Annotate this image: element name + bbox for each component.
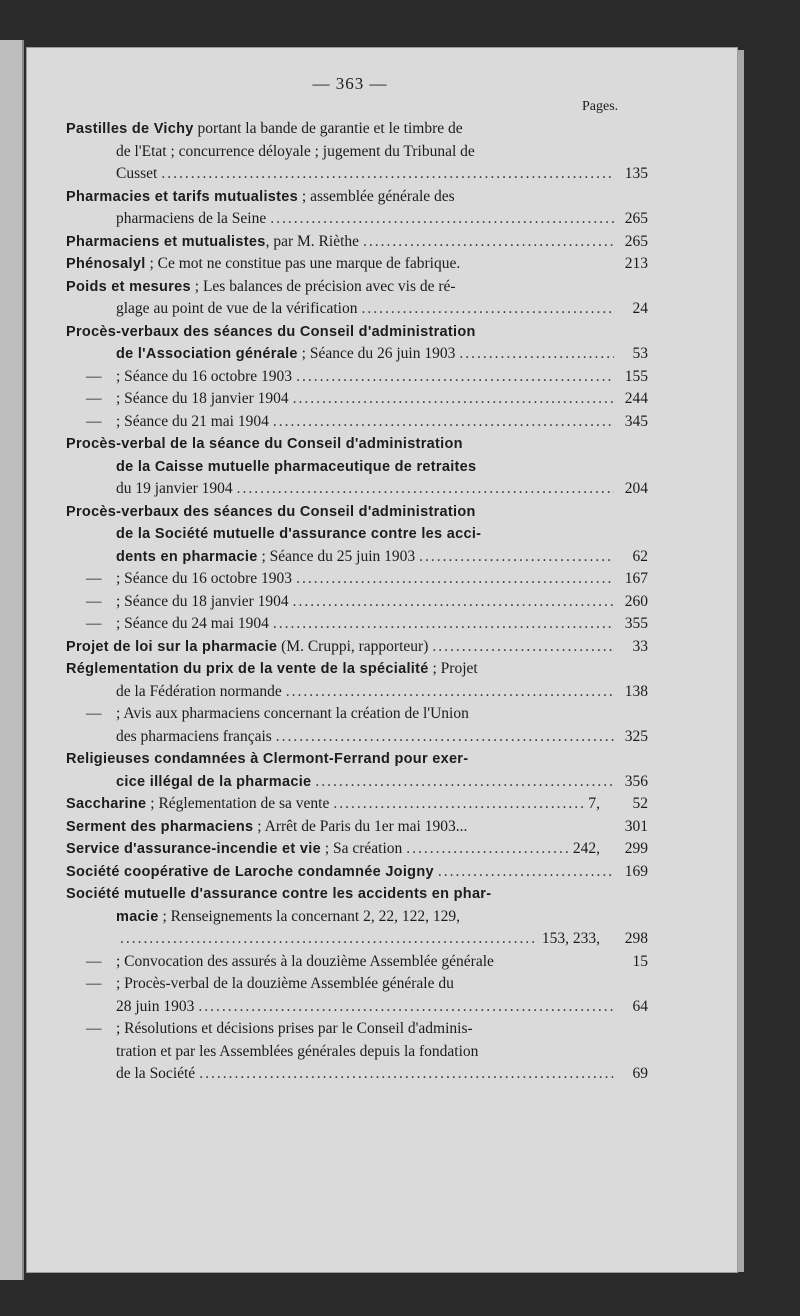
page-ref: 213 [624,255,648,272]
index-entry: Procès-verbaux des séances du Conseil d'administration [66,503,476,520]
sub-entry: — ; Résolutions et décisions prises par le Conseil d'adminis- [86,1020,473,1037]
page-ref: 62 [632,547,648,565]
page-ref: 265 [624,210,648,227]
page-ref: 53 [632,345,648,362]
index-entry: Religieuses condamnées à Clermont-Ferrand pour exer- [66,751,469,767]
index-entry: Pastilles de Vichy portant la bande de garantie et le timbre de [66,120,463,137]
index-entry: Poids et mesures ; Les balances de précision avec vis de ré- [66,277,456,295]
page-number: — 363 — [312,74,388,93]
page-ref: 138 [624,682,648,700]
page-ref: 155 [624,367,648,385]
page-ref: 299 [624,840,648,857]
page-ref: 24 [632,300,648,317]
index-entry: Procès-verbaux des séances du Conseil d'administration [66,323,476,340]
page-ref: 355 [624,615,648,632]
index-entry: Projet de loi sur la pharmacie (M. Cruppi, rapporteur) ..... 33 [58,636,648,659]
page-ref: 356 [624,772,648,790]
sub-entry: — ; Séance du 16 octobre 1903 ..... 167 [58,568,648,591]
index-entries: Pastilles de Vichy portant la bande de garantie et le timbre de de l'Etat ; concurrence déloyale ; jugement du Tribunal de Cusset ..... 135 Pharmacies et tarifs mutualistes ; assemblée générale des pharmaciens de la Seine ..... 265 Pharmaciens et mutualistes, par M. Rièthe ..... 265 Phénosalyl ; Ce mot ne constitue pas une marque de fabrique. 213 Poids et mesures ; Les balances de précision avec vis de ré- glage au point de vue de la vérification ..... 24 Procès-verbaux des séances du Conseil d'administration de l'Association générale ; Séance du 26 juin 1903 ..... 53 — ; Séance du 16 octobre 1903 ..... 155 — ; Séance du 18 janvier 1904 ..... 244 — ; Séance du 21 mai 1904 ..... 345 Procès-verbal de la séance du Conseil d'administration de la Caisse mutuelle pharmaceutique de retraites du 19 janvier 1904 ..... 204 Procès-verbaux des séances du Conseil d'administration de la Société mutuelle d'assurance contre les acci- dents en pharmacie ; Séance du 25 juin 1903 ..... 62 — ; Séance du 16 octobre 1903 ..... 167 — ; Séance du 18 janvier 1904 ..... 260 — ; Séance du 24 mai 1904 ..... 355 Projet de loi sur la pharmacie (M. Cruppi, rapporteur) ..... 33 Réglementation du prix de la vente de la spécialité ; Projet de la Fédération normande ..... 138 — ; Avis aux pharmaciens concernant la création de l'Union des pharmaciens français ..... 325 Religieuses condamnées à Clermont-Ferrand pour exer- cice illégal de la pharmacie ..... 356 Saccharine ; Réglementation de sa vente ..... 7, 52 Serment des pharmaciens ; Arrêt de Paris du 1er mai 1903... 301 Service d'assurance-incendie et vie ; Sa création ..... 242, 299 Société coopérative de Laroche condamnée Joigny ..... 169 Société mutuelle d'assurance contre les accidents en phar- macie ; Renseignements la concernant 2, 22, 122, 129, ..... 153, 233, 298 — ; Convocation des assurés à la douzième Assemblée générale 15 — ; Procès-verbal de la douzième Assemblée générale du 28 juin 1903 ..... 64 — ; Résolutions et décisions prises par le Conseil d'adminis- tration et par les Assemblées générales depuis la fondation de la Société ..... 69 [58,118,648,1086]
page-ref: 301 [624,817,648,835]
index-entry: Serment des pharmaciens ; Arrêt de Paris du 1er mai 1903... 301 [58,816,648,839]
page-ref: 260 [624,592,648,610]
page-ref: 64 [632,997,648,1015]
page-ref: 15 [632,952,648,970]
sub-entry: — ; Séance du 18 janvier 1904 ..... 244 [58,388,648,411]
index-entry: Phénosalyl ; Ce mot ne constitue pas une marque de fabrique. 213 [58,253,648,276]
index-entry: Saccharine ; Réglementation de sa vente ..... 7, 52 [58,793,648,816]
page-ref: 135 [624,165,648,182]
page-ref: 33 [632,637,648,655]
page-ref: 52 [632,795,648,812]
index-entry: Société mutuelle d'assurance contre les accidents en phar- [66,886,492,902]
sub-entry: — ; Avis aux pharmaciens concernant la création de l'Union [86,705,469,722]
sub-entry: — ; Séance du 21 mai 1904 ..... 345 [58,411,648,434]
index-entry: Procès-verbal de la séance du Conseil d'administration [66,436,463,452]
sub-entry: — ; Convocation des assurés à la douzième Assemblée générale 15 [58,951,648,974]
page-ref: 169 [624,862,648,880]
sub-entry: — ; Séance du 16 octobre 1903 ..... 155 [58,366,648,389]
page-edge [738,50,744,1272]
sub-entry: — ; Séance du 18 janvier 1904 ..... 260 [58,591,648,614]
page-ref: 69 [632,1065,648,1082]
index-entry: Pharmaciens et mutualistes, par M. Rièthe ..... 265 [58,231,648,254]
page-ref: 204 [624,480,648,497]
pages-column-label: Pages. [582,99,619,114]
sub-entry: — ; Séance du 24 mai 1904 ..... 355 [58,613,648,636]
page-ref: 325 [624,727,648,745]
sub-entry: — ; Procès-verbal de la douzième Assemblée générale du [86,975,454,992]
index-entry: Pharmacies et tarifs mutualistes ; assemblée générale des [66,187,455,205]
page-ref: 265 [624,232,648,250]
index-entry: Réglementation du prix de la vente de la spécialité ; Projet [66,660,478,677]
facing-page-edge [0,40,24,1280]
index-entry: Société coopérative de Laroche condamnée Joigny ..... 169 [58,861,648,884]
index-entry: Service d'assurance-incendie et vie ; Sa création ..... 242, 299 [58,838,648,861]
page-ref: 298 [624,930,648,947]
page-ref: 167 [624,570,648,587]
page-ref: 244 [624,390,648,407]
page-ref: 345 [624,412,648,430]
